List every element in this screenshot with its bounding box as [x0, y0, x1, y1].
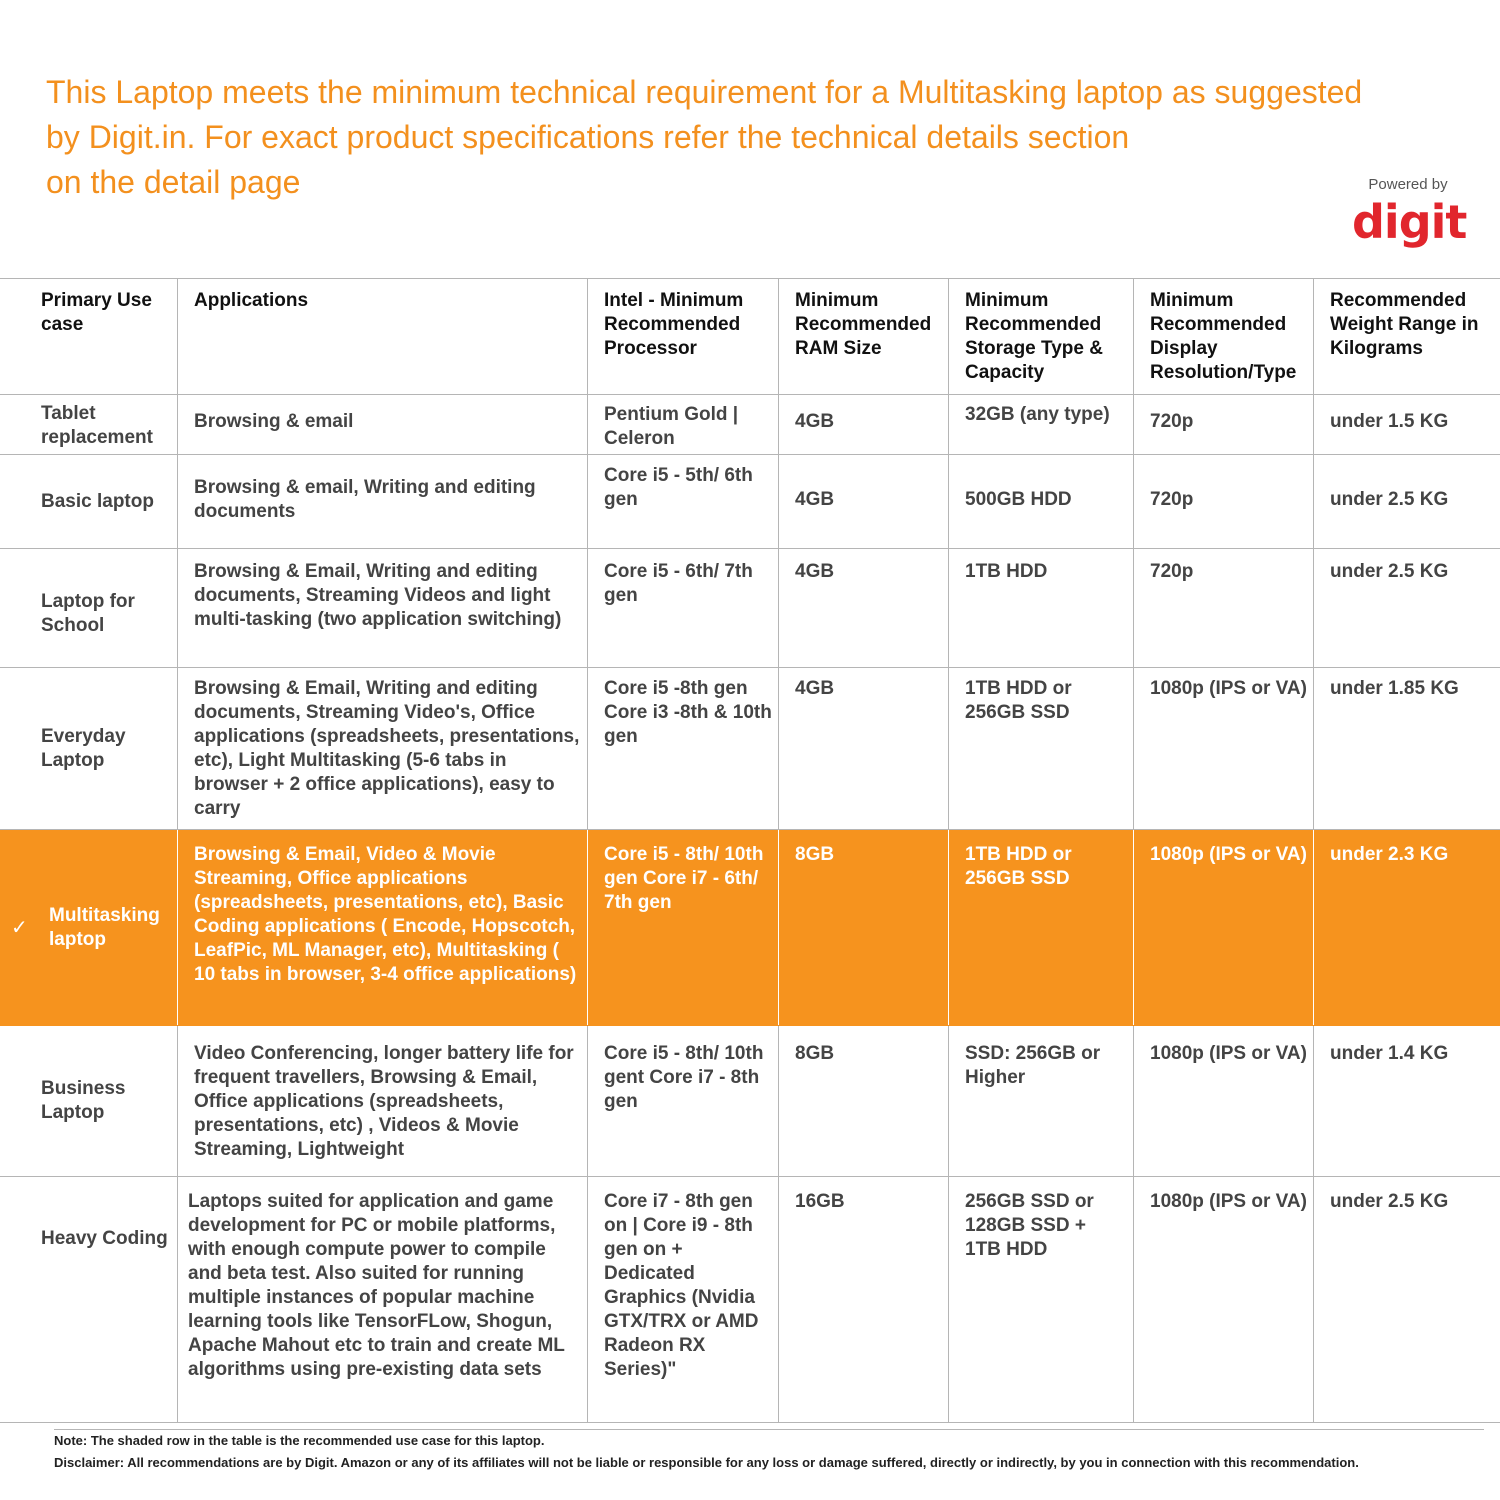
processor-cell: Pentium Gold | Celeron	[587, 395, 778, 454]
use-case-cell: Tablet replacement	[41, 403, 153, 448]
weight-cell: under 1.4 KG	[1313, 1026, 1500, 1176]
processor-cell: Core i5 - 8th/ 10th gen Core i7 - 6th/ 7th gen	[587, 830, 778, 1025]
ram-cell: 16GB	[778, 1177, 948, 1422]
headline-line: by Digit.in. For exact product specifications refer the technical details section	[46, 119, 1130, 155]
weight-cell: under 2.5 KG	[1313, 1177, 1500, 1422]
display-cell: 1080p (IPS or VA)	[1133, 1177, 1313, 1422]
storage-cell: 1TB HDD or 256GB SSD	[948, 830, 1133, 1025]
table-row-highlighted	[0, 830, 1500, 1026]
table-row	[0, 395, 1500, 455]
processor-cell: Core i5 - 5th/ 6th gen	[587, 455, 778, 548]
weight-cell: under 1.85 KG	[1313, 668, 1500, 829]
ram-cell: 4GB	[778, 549, 948, 667]
display-cell: 1080p (IPS or VA)	[1133, 668, 1313, 829]
storage-cell: 500GB HDD	[948, 455, 1133, 548]
storage-cell: 1TB HDD	[948, 549, 1133, 667]
use-case-label: Everyday Laptop	[41, 725, 126, 771]
table-row	[0, 668, 1500, 830]
display-cell: 720p	[1133, 549, 1313, 667]
storage-cell: 32GB (any type)	[948, 395, 1133, 454]
use-case-label: Multitasking laptop	[49, 904, 160, 950]
display-cell: 720p	[1133, 455, 1313, 548]
powered-by-label: Powered by	[1368, 176, 1448, 193]
storage-cell: 1TB HDD or 256GB SSD	[948, 668, 1133, 829]
use-case-label: Laptop for School	[41, 591, 135, 636]
use-case-cell	[0, 549, 177, 667]
column-header: Minimum Recommended RAM Size	[778, 279, 948, 394]
use-case-cell	[0, 668, 177, 829]
weight-cell: under 2.5 KG	[1313, 549, 1500, 667]
column-header: Recommended Weight Range in Kilograms	[1313, 279, 1500, 394]
ram-cell: 4GB	[778, 395, 948, 454]
display-cell: 1080p (IPS or VA)	[1133, 1026, 1313, 1176]
use-case-label: Business Laptop	[41, 1078, 126, 1123]
display-cell: 1080p (IPS or VA)	[1133, 830, 1313, 1025]
column-header: Minimum Recommended Storage Type & Capacity	[948, 279, 1133, 394]
weight-cell: under 2.5 KG	[1313, 455, 1500, 548]
check-icon: ✓	[11, 916, 28, 939]
headline-line: on the detail page	[46, 164, 301, 200]
applications-cell: Browsing & email, Writing and editing documents	[177, 455, 587, 548]
processor-cell: Core i7 - 8th gen on | Core i9 - 8th gen on + Dedicated Graphics (Nvidia GTX/TRX or AMD Radeon RX Series)"	[587, 1177, 778, 1422]
applications-cell: Browsing & email	[177, 395, 587, 454]
weight-cell: under 2.3 KG	[1313, 830, 1500, 1025]
disclaimer-text: Disclaimer: All recommendations are by Digit. Amazon or any of its affiliates will not be liable or responsible for any loss or damage suffered, directly or indirectly, by you in connection with this recommendation.	[54, 1455, 1359, 1470]
table-row	[0, 1026, 1500, 1177]
applications-cell: Browsing & Email, Video & Movie Streaming, Office applications (spreadsheets, presentations, etc), Basic Coding applications ( Encode, Hopscotch, LeafPic, ML Manager, etc), Multitasking ( 10 tabs in browser, 3-4 office applications)	[177, 830, 587, 1025]
storage-cell: 256GB SSD or 128GB SSD + 1TB HDD	[948, 1177, 1133, 1422]
weight-cell: under 1.5 KG	[1313, 395, 1500, 454]
use-case-cell	[0, 830, 177, 1025]
column-header: Primary Use case	[41, 290, 152, 335]
processor-cell: Core i5 - 8th/ 10th gent Core i7 - 8th gen	[587, 1026, 778, 1176]
headline-line: This Laptop meets the minimum technical requirement for a Multitasking laptop as suggested	[46, 74, 1363, 110]
use-case-cell	[0, 1026, 177, 1176]
column-header: Intel - Minimum Recommended Processor	[587, 279, 778, 394]
use-case-cell	[0, 455, 177, 548]
use-case-cell: Heavy Coding	[41, 1228, 168, 1249]
recommendation-table	[0, 278, 1500, 1423]
ram-cell: 8GB	[778, 1026, 948, 1176]
table-row	[0, 455, 1500, 549]
display-cell: 720p	[1133, 395, 1313, 454]
storage-cell: SSD: 256GB or Higher	[948, 1026, 1133, 1176]
column-header: Minimum Recommended Display Resolution/Type	[1133, 279, 1313, 394]
table-header-row	[0, 279, 1500, 395]
processor-cell: Core i5 - 6th/ 7th gen	[587, 549, 778, 667]
processor-cell: Core i5 -8th gen Core i3 -8th & 10th gen	[587, 668, 778, 829]
ram-cell: 4GB	[778, 455, 948, 548]
ram-cell: 8GB	[778, 830, 948, 1025]
ram-cell: 4GB	[778, 668, 948, 829]
table-row	[0, 549, 1500, 668]
applications-cell: Browsing & Email, Writing and editing documents, Streaming Videos and light multi-tasking (two application switching)	[177, 549, 587, 667]
use-case-label: Basic laptop	[41, 490, 154, 512]
digit-logo: digit	[1352, 195, 1467, 249]
applications-cell: Laptops suited for application and game development for PC or mobile platforms, with enough compute power to compile and beta test. Also suited for running multiple instances of popular machine learning tools like TensorFLow, Shogun, Apache Mahout etc to train and create ML algorithms using pre-existing data sets	[177, 1177, 587, 1422]
column-header: Applications	[177, 279, 587, 394]
footnote	[54, 1429, 1484, 1474]
headline	[46, 70, 1426, 205]
applications-cell: Video Conferencing, longer battery life for frequent travellers, Browsing & Email, Office applications (spreadsheets, presentations, etc) , Videos & Movie Streaming, Lightweight	[177, 1026, 587, 1176]
applications-cell: Browsing & Email, Writing and editing documents, Streaming Video's, Office applications (spreadsheets, presentations, etc), Light Multitasking (5-6 tabs in browser + 2 office applications), easy to carry	[177, 668, 587, 829]
table-row	[0, 1177, 1500, 1423]
note-text: Note: The shaded row in the table is the recommended use case for this laptop.	[54, 1433, 545, 1448]
